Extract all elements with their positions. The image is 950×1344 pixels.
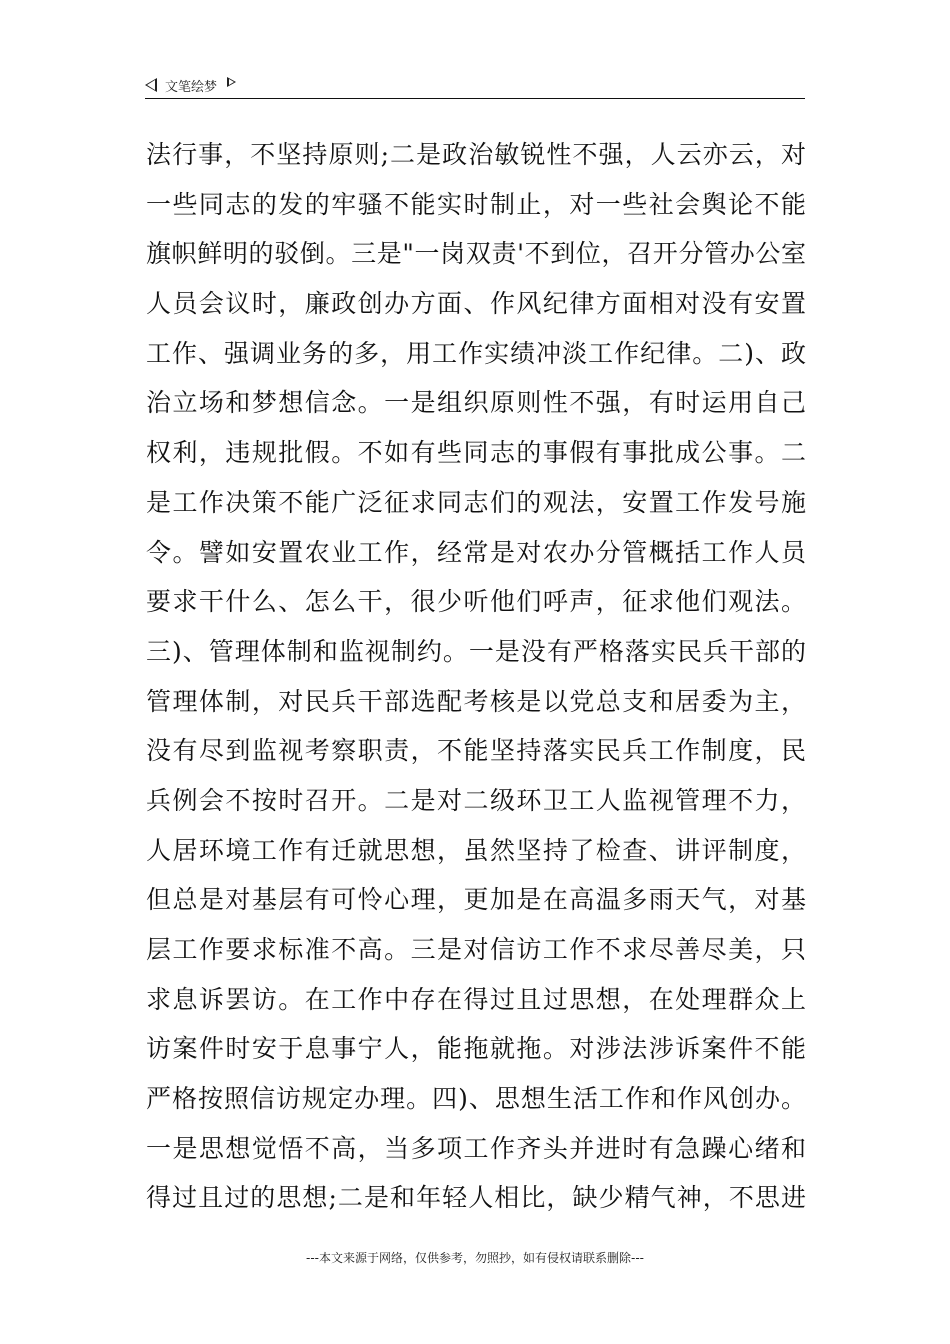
text-line: 工作、强调业务的多，用工作实绩冲淡工作纪律。二)、政 bbox=[146, 338, 806, 368]
text-line: 没有尽到监视考察职责，不能坚持落实民兵工作制度，民 bbox=[146, 736, 806, 766]
text-line: 管理体制，对民兵干部选配考核是以党总支和居委为主， bbox=[146, 686, 806, 716]
text-line: 得过且过的思想;二是和年轻人相比，缺少精气神，不思进 bbox=[146, 1183, 806, 1213]
text-line: 严格按照信访规定办理。四)、思想生活工作和作风创办。 bbox=[146, 1084, 806, 1114]
text-line: 访案件时安于息事宁人，能拖就拖。对涉法涉诉案件不能 bbox=[146, 1034, 806, 1064]
text-line: 法行事，不坚持原则;二是政治敏锐性不强，人云亦云，对 bbox=[146, 140, 806, 169]
text-line: 一是思想觉悟不高，当多项工作齐头并进时有急躁心绪和 bbox=[146, 1133, 806, 1163]
text-line: 三)、管理体制和监视制约。一是没有严格落实民兵干部的 bbox=[146, 636, 806, 666]
text-line: 人员会议时，廉政创办方面、作风纪律方面相对没有安置 bbox=[146, 289, 806, 319]
triangle-right-icon bbox=[227, 77, 236, 87]
text-line: 权利，违规批假。不如有些同志的事假有事批成公事。二 bbox=[146, 438, 806, 468]
text-line: 治立场和梦想信念。一是组织原则性不强，有时运用自己 bbox=[146, 388, 806, 418]
text-line: 旗帜鲜明的驳倒。三是"一岗双责'不到位，召开分管办公室 bbox=[146, 239, 806, 269]
text-line: 兵例会不按时召开。二是对二级环卫工人监视管理不力， bbox=[146, 785, 806, 815]
text-line: 要求干什么、怎么干，很少听他们呼声，征求他们观法。 bbox=[146, 587, 806, 617]
text-line: 是工作决策不能广泛征求同志们的观法，安置工作发号施 bbox=[146, 487, 806, 517]
text-line: 求息诉罢访。在工作中存在得过且过思想，在处理群众上 bbox=[146, 984, 806, 1014]
text-line: 令。譬如安置农业工作，经常是对农办分管概括工作人员 bbox=[146, 537, 806, 567]
triangle-left-icon bbox=[145, 78, 157, 92]
header-divider bbox=[145, 98, 805, 99]
text-line: 层工作要求标准不高。三是对信访工作不求尽善尽美，只 bbox=[146, 935, 806, 964]
text-line: 人居环境工作有迁就思想，虽然坚持了检查、讲评制度， bbox=[146, 835, 806, 865]
page-header bbox=[145, 74, 236, 96]
text-line: 一些同志的发的牢骚不能实时制止，对一些社会舆论不能 bbox=[146, 189, 806, 219]
header-title: 文笔绘梦 bbox=[165, 79, 218, 95]
footer-notice: ---本文来源于网络，仅供参考，勿照抄，如有侵权请联系删除--- bbox=[306, 1251, 644, 1265]
document-body bbox=[146, 130, 806, 1223]
text-line: 但总是对基层有可怜心理，更加是在高温多雨天气，对基 bbox=[146, 885, 806, 915]
